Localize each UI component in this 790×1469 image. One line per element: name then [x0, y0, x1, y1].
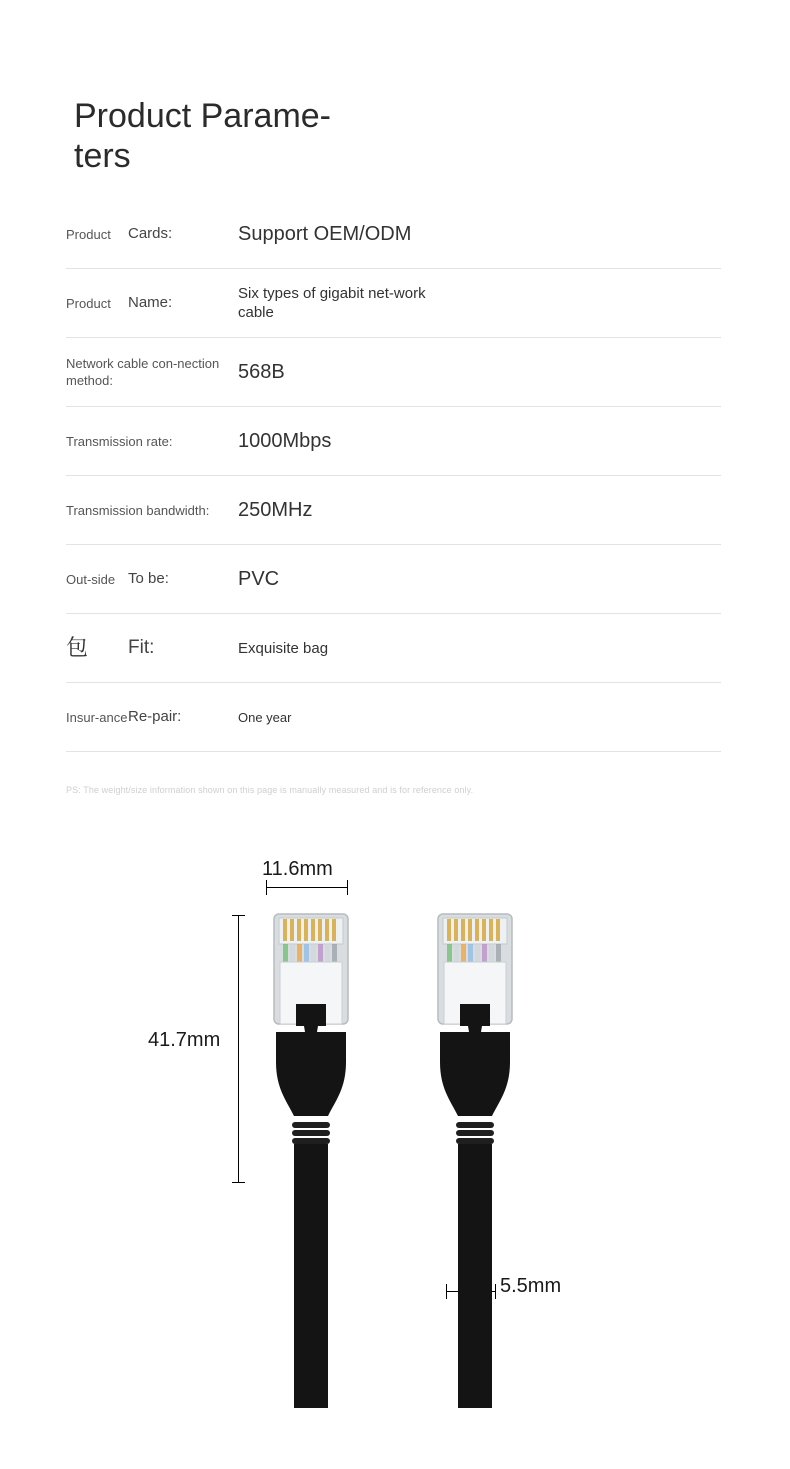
spec-label-primary: Insur-ance	[66, 709, 128, 725]
width-measure-line	[266, 887, 348, 888]
table-row	[66, 614, 721, 683]
height-tick-top	[232, 915, 245, 916]
dimension-width-label: 11.6mm	[262, 858, 333, 880]
spec-label-secondary: Re-pair:	[128, 708, 182, 725]
spec-label-secondary: Cards:	[128, 225, 173, 242]
ethernet-cable-right-illustration	[430, 908, 520, 1408]
disclaimer-note: PS: The weight/size information shown on this page is manually measured and is for reference only.	[66, 785, 474, 795]
table-row	[66, 407, 721, 476]
spec-label-secondary: Name:	[128, 294, 173, 311]
table-row	[66, 338, 721, 407]
table-row	[66, 269, 721, 338]
spec-label-primary: Product	[66, 226, 111, 242]
dimension-height-label: 41.7mm	[148, 1029, 221, 1051]
spec-value: Six types of gigabit net-work cable	[238, 285, 426, 321]
height-measure-line	[238, 915, 239, 1183]
spec-value: One year	[238, 709, 292, 725]
spec-label-primary: Transmission rate:	[66, 433, 173, 449]
table-row	[66, 683, 721, 752]
spec-value: PVC	[238, 567, 280, 590]
spec-label-primary: Transmission bandwidth:	[66, 502, 210, 518]
table-row	[66, 545, 721, 614]
spec-label-primary: Out-side	[66, 571, 116, 587]
ethernet-cable-left-illustration	[266, 908, 356, 1408]
table-row	[66, 200, 721, 269]
spec-label-secondary: Fit:	[128, 637, 155, 658]
height-tick-bottom	[232, 1182, 245, 1183]
package-glyph: 包	[66, 635, 89, 660]
spec-label-primary: Product	[66, 295, 111, 311]
spec-value: 568B	[238, 360, 285, 383]
width-tick-right	[347, 880, 348, 895]
spec-label-secondary: To be:	[128, 570, 169, 587]
table-row	[66, 476, 721, 545]
spec-value: Exquisite bag	[238, 639, 329, 657]
width-tick-left	[266, 880, 267, 895]
spec-value: 1000Mbps	[238, 429, 332, 452]
dimension-thickness-label: 5.5mm	[500, 1275, 562, 1297]
page-title: Product Parame- ters	[74, 97, 331, 175]
spec-value: 250MHz	[238, 498, 313, 521]
spec-label-primary: Network cable con-nection method:	[66, 356, 220, 388]
spec-value: Support OEM/ODM	[238, 222, 412, 245]
specification-table	[66, 200, 721, 752]
